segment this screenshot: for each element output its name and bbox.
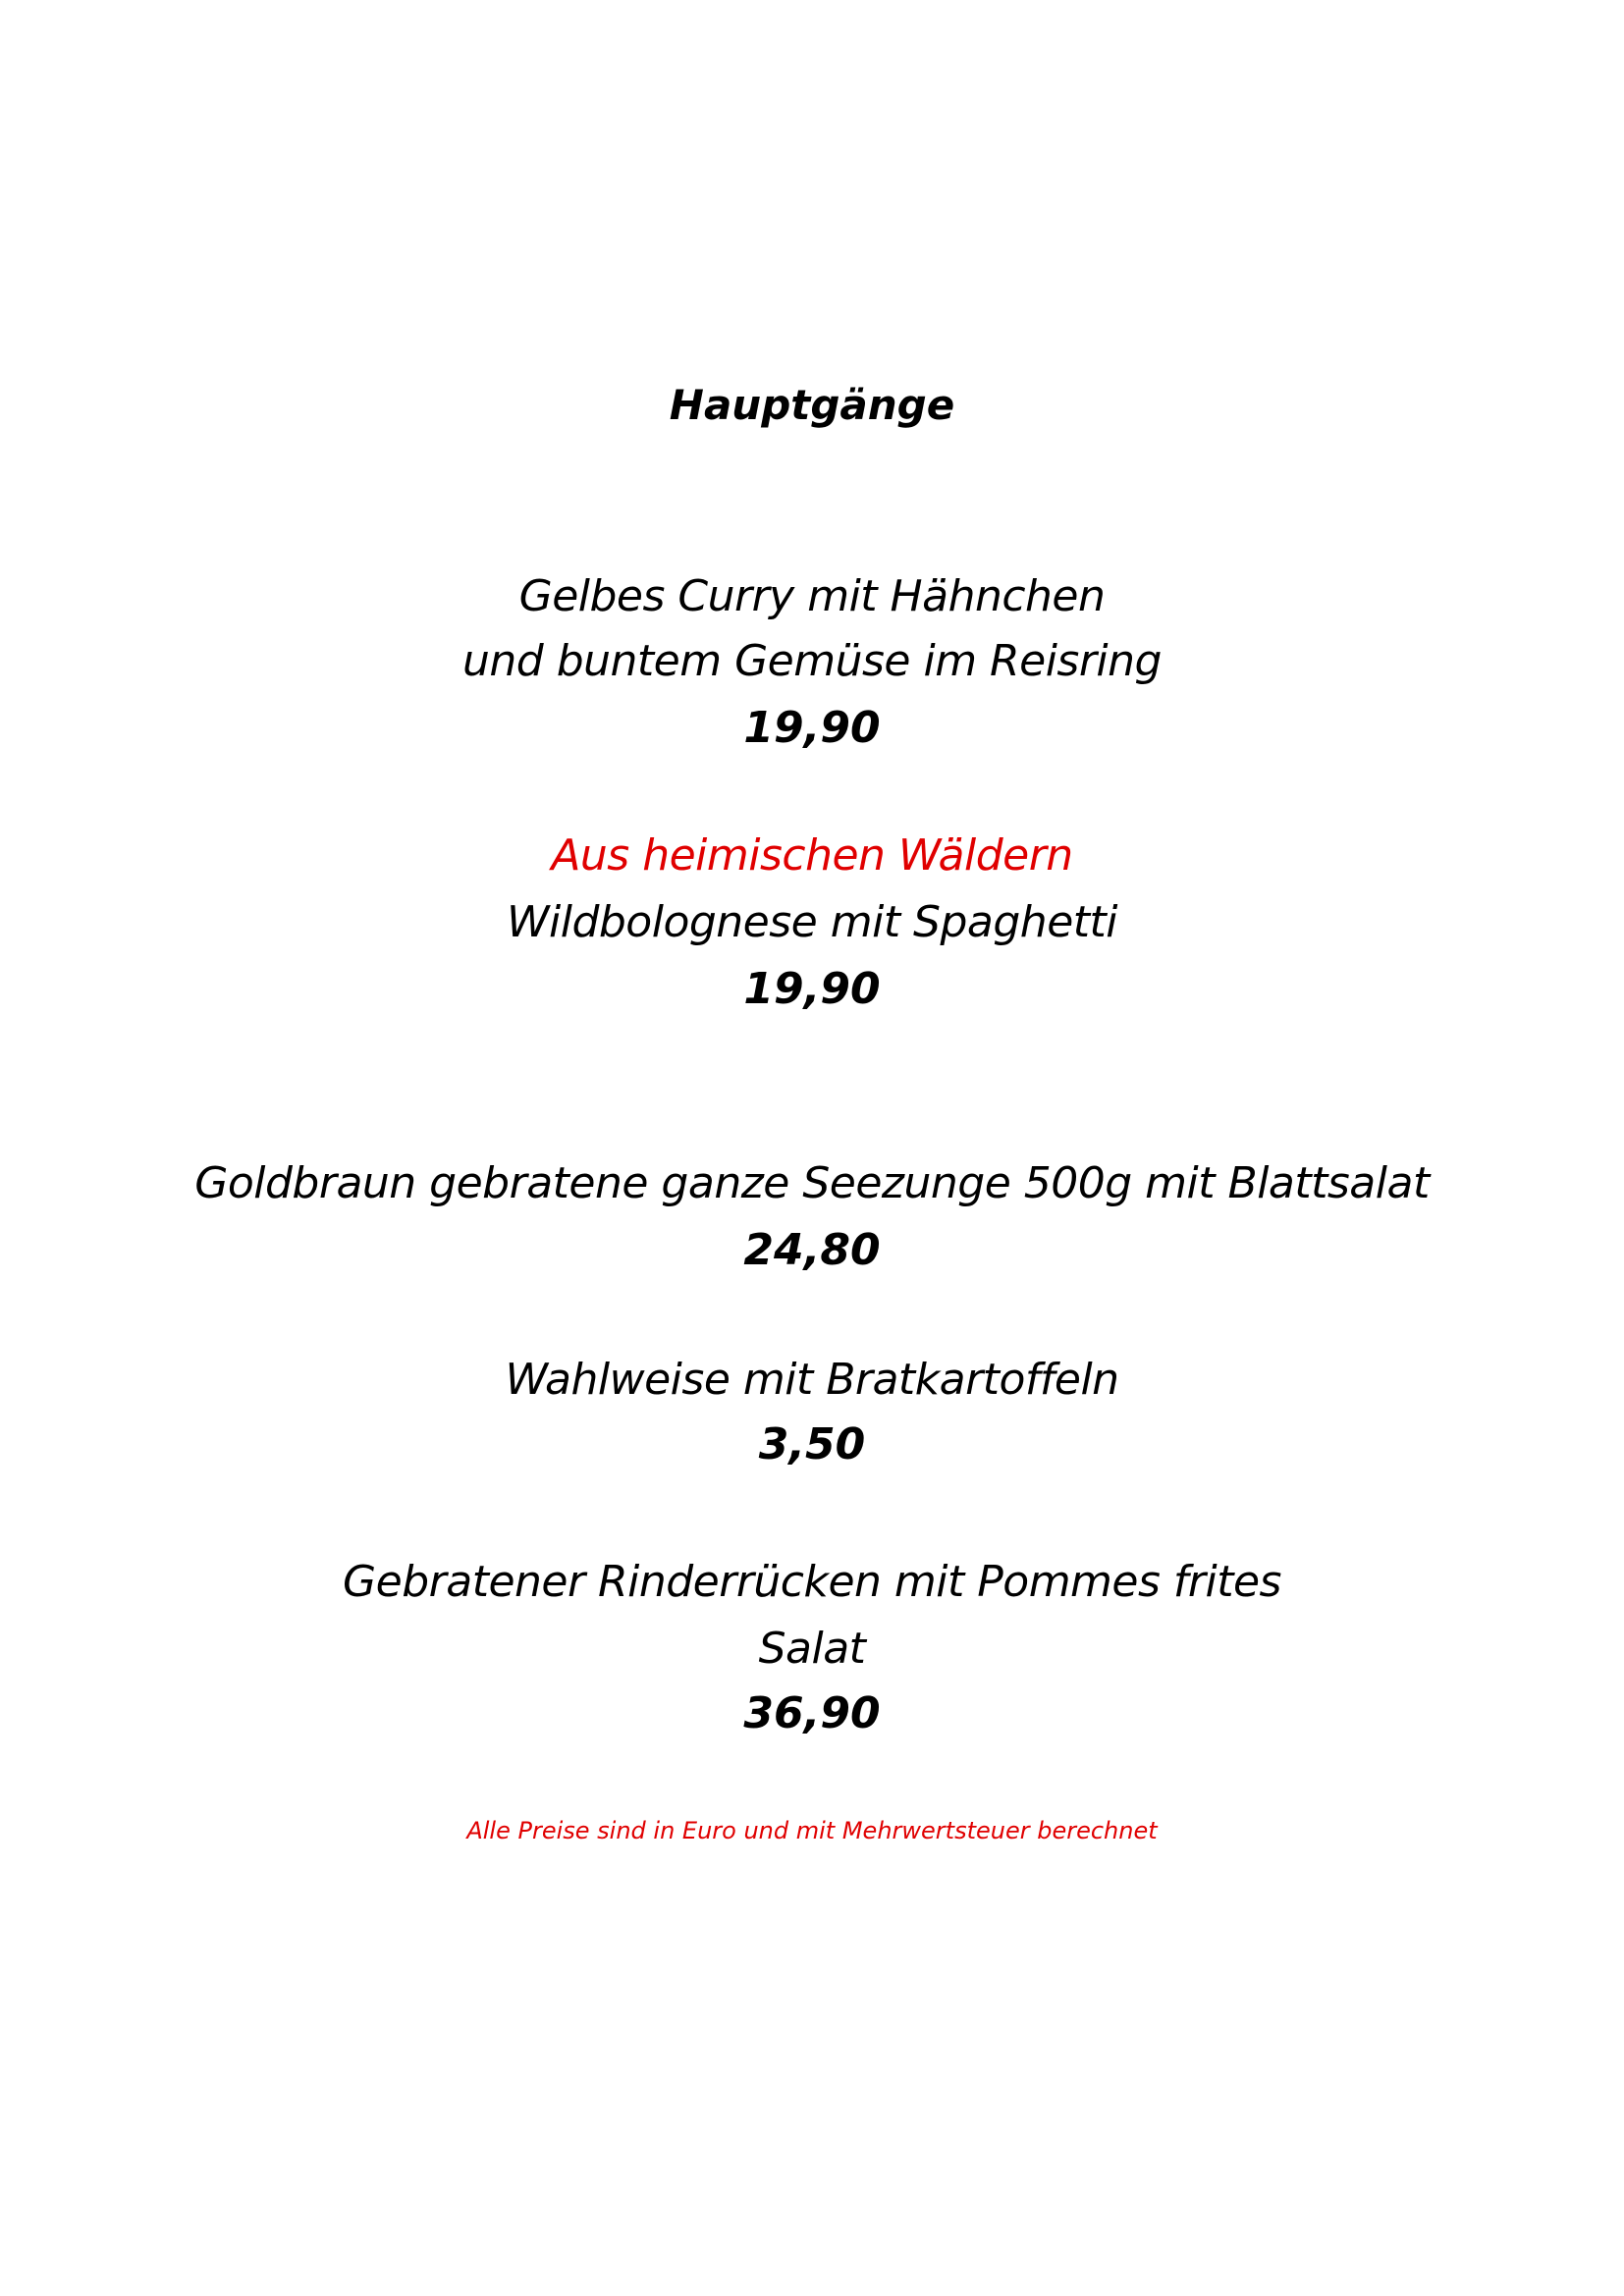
- dish-wild-tagline: Aus heimischen Wäldern: [551, 830, 1073, 881]
- page-title: Hauptgänge: [669, 381, 955, 429]
- dish-rinderruecken-line-2: Salat: [758, 1624, 866, 1674]
- price-bratkartoffeln: 3,50: [758, 1419, 866, 1469]
- dish-curry-line-2: und buntem Gemüse im Reisring: [462, 636, 1162, 686]
- price-wild: 19,90: [743, 964, 881, 1014]
- dish-bratkartoffeln-line-1: Wahlweise mit Bratkartoffeln: [505, 1355, 1119, 1405]
- dish-curry-line-1: Gelbes Curry mit Hähnchen: [518, 571, 1106, 621]
- dish-seezunge-line-1: Goldbraun gebratene ganze Seezunge 500g mit Blattsalat: [194, 1158, 1430, 1208]
- price-seezunge: 24,80: [743, 1225, 881, 1275]
- dish-rinderruecken-line-1: Gebratener Rinderrücken mit Pommes frites: [343, 1557, 1281, 1607]
- price-footnote: Alle Preise sind in Euro und mit Mehrwertsteuer berechnet: [466, 1817, 1158, 1844]
- price-curry: 19,90: [743, 703, 881, 753]
- dish-wild-line-1: Wildbolognese mit Spaghetti: [506, 897, 1117, 947]
- price-rinderruecken: 36,90: [743, 1688, 881, 1738]
